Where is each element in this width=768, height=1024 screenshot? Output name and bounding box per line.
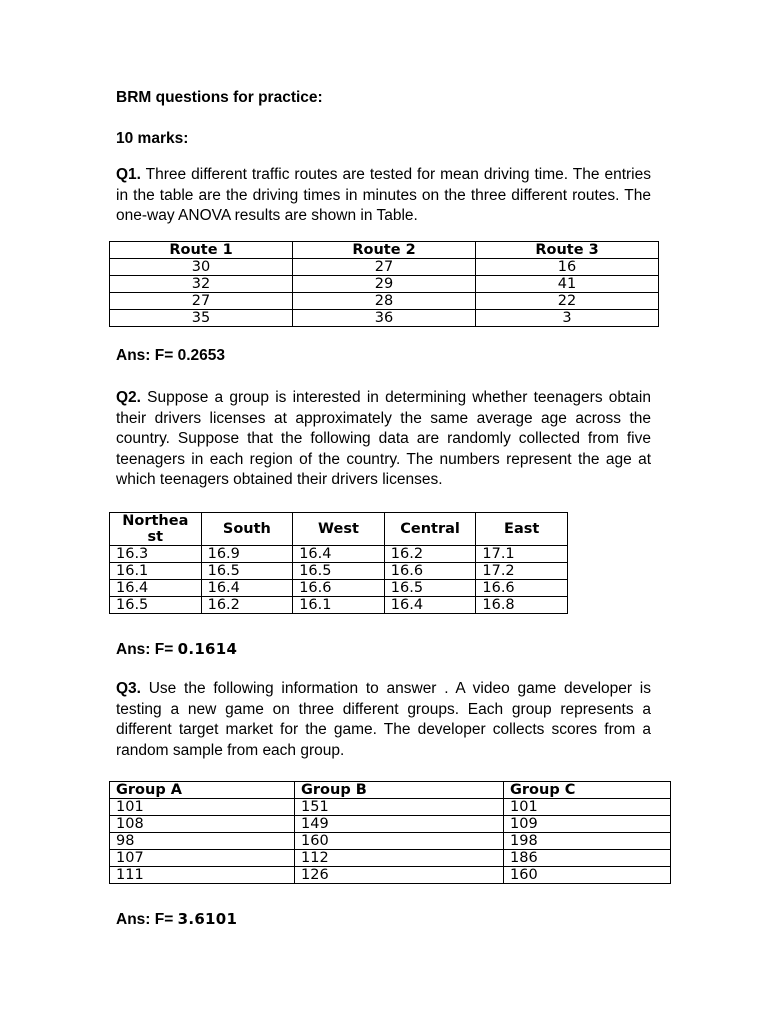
game-scores-table xyxy=(109,781,671,884)
table-row xyxy=(110,580,568,597)
table-cell: 16.6 xyxy=(476,580,568,597)
license-age-table xyxy=(109,512,568,614)
column-header: Group C xyxy=(504,782,671,799)
table-cell: 16.2 xyxy=(384,546,476,563)
table-cell: 112 xyxy=(295,850,504,867)
table-cell: 160 xyxy=(295,833,504,850)
question-2 xyxy=(116,388,651,491)
column-header: Group B xyxy=(295,782,504,799)
table-cell: 98 xyxy=(110,833,295,850)
answer-2-value: 0.1614 xyxy=(177,640,238,658)
column-header: Central xyxy=(384,513,476,546)
table-cell: 149 xyxy=(295,816,504,833)
table-cell: 160 xyxy=(504,867,671,884)
answer-3-value: 3.6101 xyxy=(177,910,238,928)
question-2-label: Q2. xyxy=(116,389,141,406)
table-header-row xyxy=(110,242,659,259)
question-3 xyxy=(116,679,651,761)
answer-3 xyxy=(116,909,651,930)
table-cell: 16.1 xyxy=(293,597,385,614)
table-cell: 17.2 xyxy=(476,563,568,580)
table-row xyxy=(110,816,671,833)
column-header: West xyxy=(293,513,385,546)
column-header: East xyxy=(476,513,568,546)
table-cell: 17.1 xyxy=(476,546,568,563)
table-cell: 16.2 xyxy=(201,597,293,614)
column-header: Northea st xyxy=(110,513,202,546)
question-3-label: Q3. xyxy=(116,680,141,697)
table-cell: 16.5 xyxy=(201,563,293,580)
table-cell: 109 xyxy=(504,816,671,833)
table-cell: 35 xyxy=(110,310,293,327)
table-row xyxy=(110,293,659,310)
table-row xyxy=(110,563,568,580)
answer-1-value: 0.2653 xyxy=(177,347,225,364)
table-cell: 101 xyxy=(504,799,671,816)
marks-heading: 10 marks: xyxy=(116,130,189,147)
table-cell: 22 xyxy=(476,293,659,310)
answer-2 xyxy=(116,639,651,660)
table-cell: 186 xyxy=(504,850,671,867)
table-cell: 16.6 xyxy=(293,580,385,597)
table-row xyxy=(110,850,671,867)
table-row xyxy=(110,867,671,884)
column-header: Route 1 xyxy=(110,242,293,259)
table-cell: 16 xyxy=(476,259,659,276)
table-row xyxy=(110,259,659,276)
question-1-text: Three different traffic routes are tested for mean driving time. The entries in the table are the driving times in minutes on the three different routes. The one-way ANOVA results are shown in Table. xyxy=(116,166,651,224)
table-row xyxy=(110,310,659,327)
table-cell: 108 xyxy=(110,816,295,833)
table-cell: 16.4 xyxy=(293,546,385,563)
table-cell: 107 xyxy=(110,850,295,867)
table-cell: 36 xyxy=(293,310,476,327)
table-row xyxy=(110,799,671,816)
table-cell: 16.1 xyxy=(110,563,202,580)
table-header-row xyxy=(110,513,568,546)
table-cell: 111 xyxy=(110,867,295,884)
answer-1 xyxy=(116,346,651,366)
table-cell: 151 xyxy=(295,799,504,816)
table-cell: 27 xyxy=(293,259,476,276)
table-cell: 126 xyxy=(295,867,504,884)
table-cell: 16.8 xyxy=(476,597,568,614)
question-1 xyxy=(116,165,651,227)
route-times-table xyxy=(109,241,659,327)
answer-3-label: Ans: F= xyxy=(116,911,178,928)
table-cell: 16.4 xyxy=(384,597,476,614)
table-cell: 32 xyxy=(110,276,293,293)
question-2-text: Suppose a group is interested in determining whether teenagers obtain their drivers licenses at approximately the same average age across the country. Suppose that the following data are randomly collected from five teenagers in each region of the country. The numbers represent the age at which teenagers obtained their drivers licenses. xyxy=(116,389,651,488)
column-header: South xyxy=(201,513,293,546)
table-cell: 101 xyxy=(110,799,295,816)
table-cell: 41 xyxy=(476,276,659,293)
table-cell: 29 xyxy=(293,276,476,293)
table-cell: 16.5 xyxy=(293,563,385,580)
table-cell: 16.4 xyxy=(110,580,202,597)
table-row xyxy=(110,276,659,293)
table-row xyxy=(110,546,568,563)
table-cell: 3 xyxy=(476,310,659,327)
table-cell: 27 xyxy=(110,293,293,310)
table-cell: 16.5 xyxy=(384,580,476,597)
question-1-label: Q1. xyxy=(116,166,141,183)
column-header: Route 3 xyxy=(476,242,659,259)
table-cell: 16.3 xyxy=(110,546,202,563)
table-cell: 16.4 xyxy=(201,580,293,597)
table-row xyxy=(110,833,671,850)
table-cell: 16.9 xyxy=(201,546,293,563)
answer-2-label: Ans: F= xyxy=(116,641,178,658)
question-3-text: Use the following information to answer . A video game developer is testing a new game on three different groups. Each group represents a different target market for the game. The developer collects scores from a random sample from each group. xyxy=(116,680,651,759)
column-header: Route 2 xyxy=(293,242,476,259)
table-row xyxy=(110,597,568,614)
document-title: BRM questions for practice: xyxy=(116,89,323,106)
column-header: Group A xyxy=(110,782,295,799)
table-cell: 16.6 xyxy=(384,563,476,580)
table-cell: 198 xyxy=(504,833,671,850)
table-cell: 30 xyxy=(110,259,293,276)
answer-1-label: Ans: F= xyxy=(116,347,178,364)
table-header-row xyxy=(110,782,671,799)
table-cell: 28 xyxy=(293,293,476,310)
table-cell: 16.5 xyxy=(110,597,202,614)
